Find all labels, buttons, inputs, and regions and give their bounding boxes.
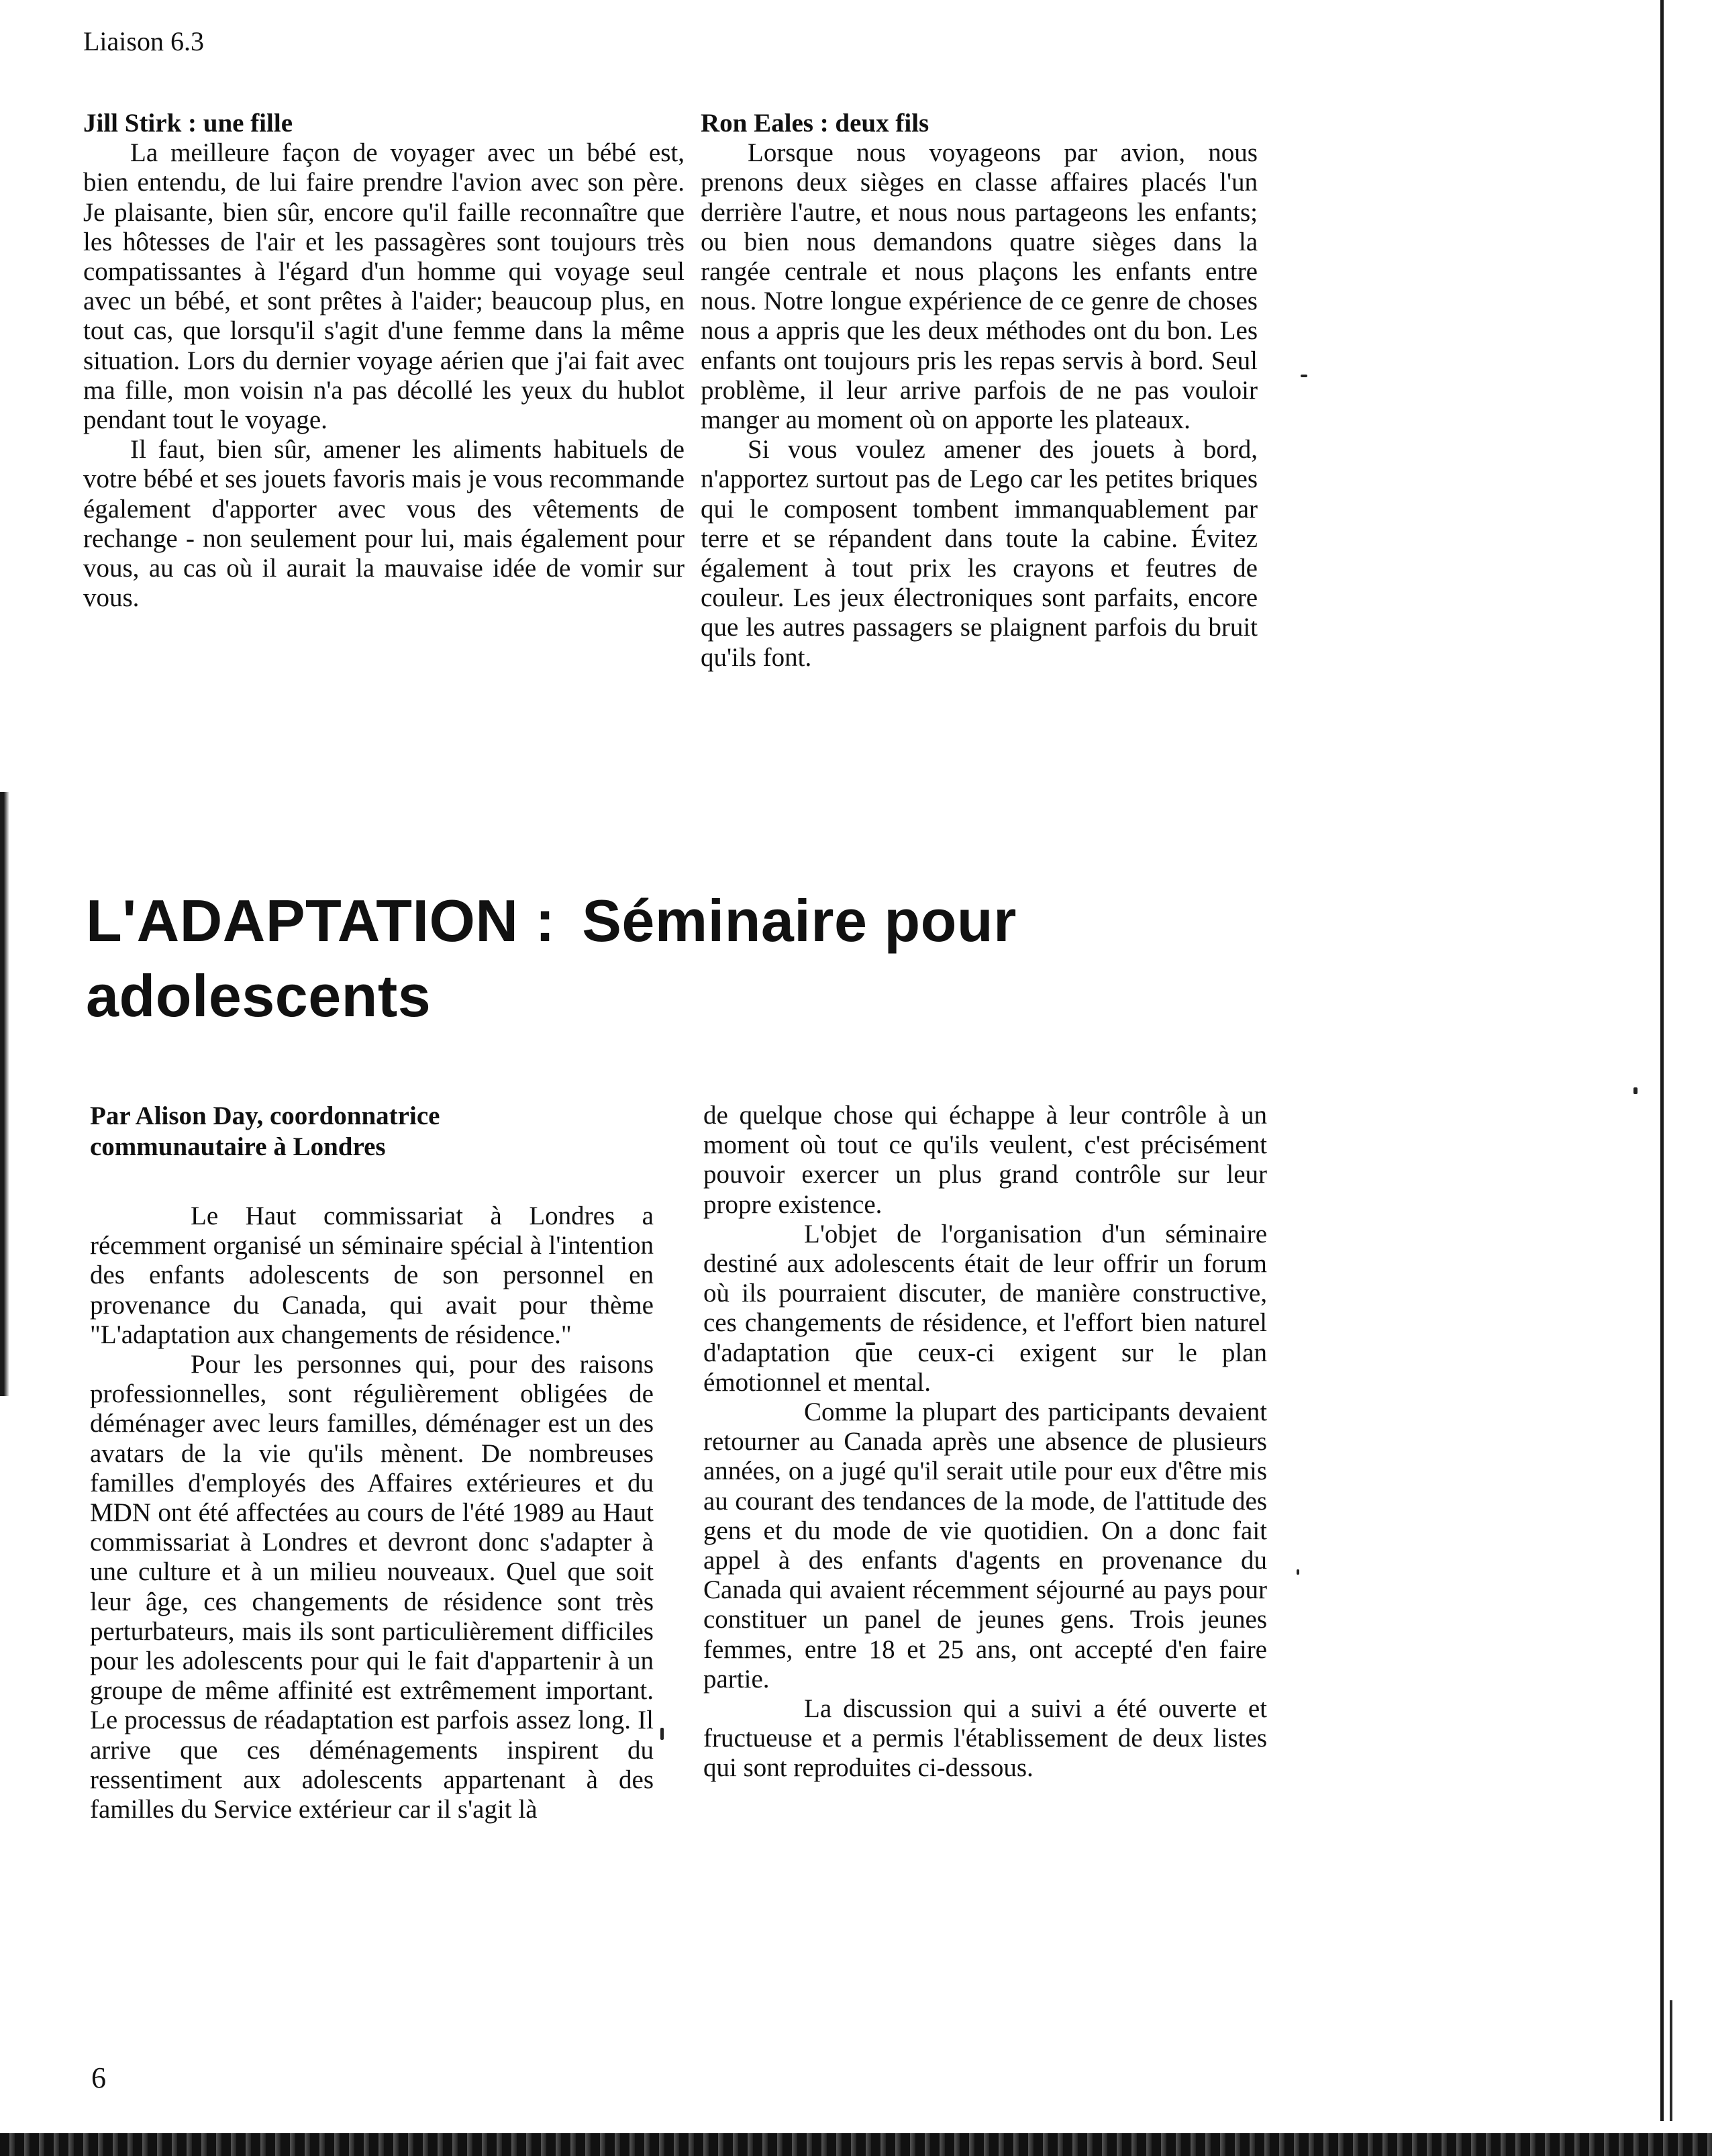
paragraph: Si vous voulez amener des jouets à bord, n'apportez surtout pas de Lego car les petites briques qui le composent tombent immanquablement par terre et se répandent dans toute la cabine. Évitez également à tout prix les crayons et feutres de couleur. Les jeux électroniques sont parfaits, encore que les autres passagers se plaignent parfois du bruit qu'ils font. [701, 435, 1258, 672]
running-head: Liaison 6.3 [83, 26, 204, 56]
article-column-right [703, 1101, 1267, 1783]
page-number: 6 [91, 2061, 106, 2094]
headline-part-1: L'ADAPTATION : [86, 887, 556, 954]
scan-edge-rule [1660, 0, 1664, 2121]
scan-edge-rule-secondary [1670, 2000, 1672, 2121]
article-headline [86, 883, 1361, 1034]
paragraph: Il faut, bien sûr, amener les aliments habituels de votre bébé et ses jouets favoris mais je vous recommande également d'apporter avec vous des vêtements de rechange - non seulement pour lui, mais également pour vous, au cas où il aurait la mauvaise idée de vomir sur vous. [83, 435, 685, 613]
section-heading-jill-stirk: Jill Stirk : une fille [83, 109, 293, 138]
paragraph-continuation: de quelque chose qui échappe à leur contrôle à un moment où tout ce qu'ils veulent, c'est précisément pouvoir exercer un plus grand contrôle sur leur propre existence. [703, 1101, 1267, 1219]
scan-left-margin-shadow [0, 792, 9, 1396]
column-ron-eales [701, 109, 1258, 673]
column-jill-stirk [83, 109, 685, 613]
section-heading-ron-eales: Ron Eales : deux fils [701, 109, 929, 138]
article-column-left [90, 1202, 654, 1824]
paragraph: Pour les personnes qui, pour des raisons professionnelles, sont régulièrement obligées de déménager avec leurs familles, déménager est un des avatars de la vie qu'ils mènent. De nombreuses familles d'employés des Affaires extérieures et du MDN ont été affectées au cours de l'été 1989 au Haut commissariat à Londres et devront donc s'adapter à une culture et à un milieu nouveaux. Quel que soit leur âge, ces changements de résidence sont très perturbateurs, mais ils sont particulièrement difficiles pour les adolescents pour qui le fait d'appartenir à un groupe de même affinité est extrêmement important. Le processus de réadaptation est parfois assez long. Il arrive que ces déménagements inspirent du ressentiment aux adolescents appartenant à des familles du Service extérieur car il s'agit là [90, 1350, 654, 1824]
headline-part-2: Séminaire pour adolescents [86, 887, 1017, 1029]
paragraph: L'objet de l'organisation d'un séminaire destiné aux adolescents était de leur offrir un forum où ils pourraient discuter, de manière constructive, ces changements de résidence, et l'effort bien naturel d'adaptation que ceux-ci exigent sur le plan émotionnel et mental. [703, 1219, 1267, 1397]
paragraph: Comme la plupart des participants devaient retourner au Canada après une absence de plusieurs années, on a jugé qu'il serait utile pour eux d'être mis au courant des tendances de la mode, de l'attitude des gens et du mode de vie quotidien. On a donc fait appel à des enfants d'agents en provenance du Canada qui avaient récemment séjourné au pays pour constituer un panel de jeunes gens. Trois jeunes femmes, entre 18 et 25 ans, ont accepté d'en faire partie. [703, 1398, 1267, 1694]
paragraph: La discussion qui a suivi a été ouverte et fructueuse et a permis l'établissement de deux listes qui sont reproduites ci-dessous. [703, 1694, 1267, 1783]
paragraph: Le Haut commissariat à Londres a récemment organisé un séminaire spécial à l'intention des enfants adolescents de son personnel en provenance du Canada, qui avait pour thème "L'adaptation aux changements de résidence." [90, 1202, 654, 1349]
paragraph: Lorsque nous voyageons par avion, nous prenons deux sièges en classe affaires placés l'un derrière l'autre, et nous nous partageons les enfants; ou bien nous demandons quatre sièges dans la rangée centrale et nous plaçons les enfants entre nous. Notre longue expérience de ce genre de choses nous a appris que les deux méthodes ont du bon. Les enfants ont toujours pris les repas servis à bord. Seul problème, il leur arrive parfois de ne pas vouloir manger au moment où on apporte les plateaux. [701, 138, 1258, 435]
paragraph: La meilleure façon de voyager avec un bébé est, bien entendu, de lui faire prendre l'avion avec son père. Je plaisante, bien sûr, encore qu'il faille reconnaître que les hôtesses de l'air et les passagères sont toujours très compatissantes à l'égard d'un homme qui voyage seul avec un bébé, et sont prêtes à l'aider; beaucoup plus, en tout cas, que lorsqu'il s'agit d'une femme dans la même situation. Lors du dernier voyage aérien que j'ai fait avec ma fille, mon voisin n'a pas décollé les yeux du hublot pendant tout le voyage. [83, 138, 685, 435]
article-byline: Par Alison Day, coordonnatrice communautaire à Londres [90, 1101, 440, 1161]
scan-bottom-band [0, 2133, 1712, 2156]
